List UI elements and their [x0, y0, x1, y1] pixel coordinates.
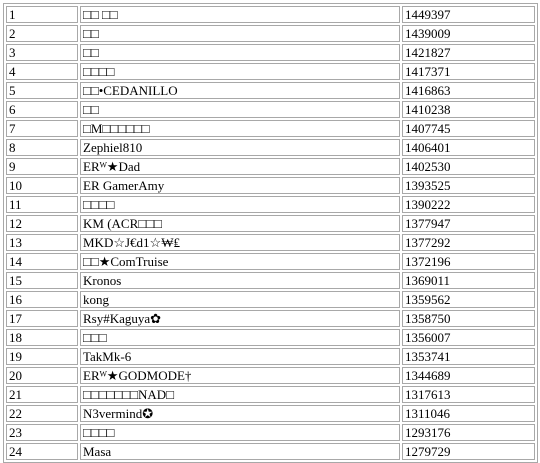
table-row — [6, 158, 535, 175]
rank-cell: 8 — [6, 139, 78, 156]
rank-cell: 23 — [6, 424, 78, 441]
table-row — [6, 386, 535, 403]
score-cell: 1416863 — [402, 82, 535, 99]
rank-cell: 17 — [6, 310, 78, 327]
score-cell: 1344689 — [402, 367, 535, 384]
rank-cell: 2 — [6, 25, 78, 42]
player-name-cell: ERᵂ★GODMODE† — [80, 367, 400, 384]
player-name-cell: □□□ — [80, 329, 400, 346]
table-row — [6, 82, 535, 99]
table-row — [6, 101, 535, 118]
table-row — [6, 6, 535, 23]
player-name-cell: KM (ACR□□□ — [80, 215, 400, 232]
player-name-cell: □□□□ — [80, 196, 400, 213]
table-row — [6, 329, 535, 346]
score-cell: 1406401 — [402, 139, 535, 156]
rank-cell: 13 — [6, 234, 78, 251]
score-cell: 1279729 — [402, 443, 535, 460]
leaderboard-body — [6, 6, 535, 460]
score-cell: 1449397 — [402, 6, 535, 23]
table-row — [6, 272, 535, 289]
score-cell: 1369011 — [402, 272, 535, 289]
player-name-cell: □M□□□□□□ — [80, 120, 400, 137]
table-row — [6, 196, 535, 213]
rank-cell: 12 — [6, 215, 78, 232]
score-cell: 1407745 — [402, 120, 535, 137]
player-name-cell: □□ — [80, 44, 400, 61]
rank-cell: 21 — [6, 386, 78, 403]
score-cell: 1439009 — [402, 25, 535, 42]
rank-cell: 16 — [6, 291, 78, 308]
player-name-cell: □□•CEDANILLO — [80, 82, 400, 99]
rank-cell: 5 — [6, 82, 78, 99]
score-cell: 1311046 — [402, 405, 535, 422]
player-name-cell: □□□□□□□NAD□ — [80, 386, 400, 403]
player-name-cell: MKD☆J€d1☆₩₤ — [80, 234, 400, 251]
score-cell: 1317613 — [402, 386, 535, 403]
rank-cell: 15 — [6, 272, 78, 289]
player-name-cell: □□ — [80, 101, 400, 118]
table-row — [6, 25, 535, 42]
score-cell: 1356007 — [402, 329, 535, 346]
table-row — [6, 424, 535, 441]
rank-cell: 10 — [6, 177, 78, 194]
player-name-cell: □□★ComTruise — [80, 253, 400, 270]
leaderboard-container — [3, 3, 538, 463]
table-row — [6, 139, 535, 156]
table-row — [6, 291, 535, 308]
score-cell: 1293176 — [402, 424, 535, 441]
table-row — [6, 177, 535, 194]
player-name-cell: ER GamerAmy — [80, 177, 400, 194]
score-cell: 1393525 — [402, 177, 535, 194]
player-name-cell: Rsy#Kaguya✿ — [80, 310, 400, 327]
rank-cell: 7 — [6, 120, 78, 137]
score-cell: 1359562 — [402, 291, 535, 308]
player-name-cell: □□□□ — [80, 63, 400, 80]
score-cell: 1353741 — [402, 348, 535, 365]
table-row — [6, 405, 535, 422]
table-row — [6, 367, 535, 384]
table-row — [6, 310, 535, 327]
rank-cell: 9 — [6, 158, 78, 175]
score-cell: 1377947 — [402, 215, 535, 232]
rank-cell: 19 — [6, 348, 78, 365]
table-row — [6, 234, 535, 251]
score-cell: 1377292 — [402, 234, 535, 251]
player-name-cell: kong — [80, 291, 400, 308]
player-name-cell: Zephiel810 — [80, 139, 400, 156]
rank-cell: 20 — [6, 367, 78, 384]
rank-cell: 14 — [6, 253, 78, 270]
player-name-cell: □□ — [80, 25, 400, 42]
player-name-cell: TakMk-6 — [80, 348, 400, 365]
table-row — [6, 63, 535, 80]
score-cell: 1402530 — [402, 158, 535, 175]
rank-cell: 18 — [6, 329, 78, 346]
score-cell: 1390222 — [402, 196, 535, 213]
rank-cell: 6 — [6, 101, 78, 118]
table-row — [6, 253, 535, 270]
rank-cell: 1 — [6, 6, 78, 23]
leaderboard-table — [3, 3, 538, 463]
player-name-cell: □□ □□ — [80, 6, 400, 23]
player-name-cell: □□□□ — [80, 424, 400, 441]
table-row — [6, 120, 535, 137]
score-cell: 1372196 — [402, 253, 535, 270]
table-row — [6, 348, 535, 365]
rank-cell: 11 — [6, 196, 78, 213]
score-cell: 1417371 — [402, 63, 535, 80]
player-name-cell: N3vermind✪ — [80, 405, 400, 422]
score-cell: 1421827 — [402, 44, 535, 61]
rank-cell: 22 — [6, 405, 78, 422]
player-name-cell: Masa — [80, 443, 400, 460]
rank-cell: 24 — [6, 443, 78, 460]
table-row — [6, 44, 535, 61]
player-name-cell: ERᵂ★Dad — [80, 158, 400, 175]
player-name-cell: Kronos — [80, 272, 400, 289]
rank-cell: 3 — [6, 44, 78, 61]
rank-cell: 4 — [6, 63, 78, 80]
table-row — [6, 443, 535, 460]
table-row — [6, 215, 535, 232]
score-cell: 1410238 — [402, 101, 535, 118]
score-cell: 1358750 — [402, 310, 535, 327]
